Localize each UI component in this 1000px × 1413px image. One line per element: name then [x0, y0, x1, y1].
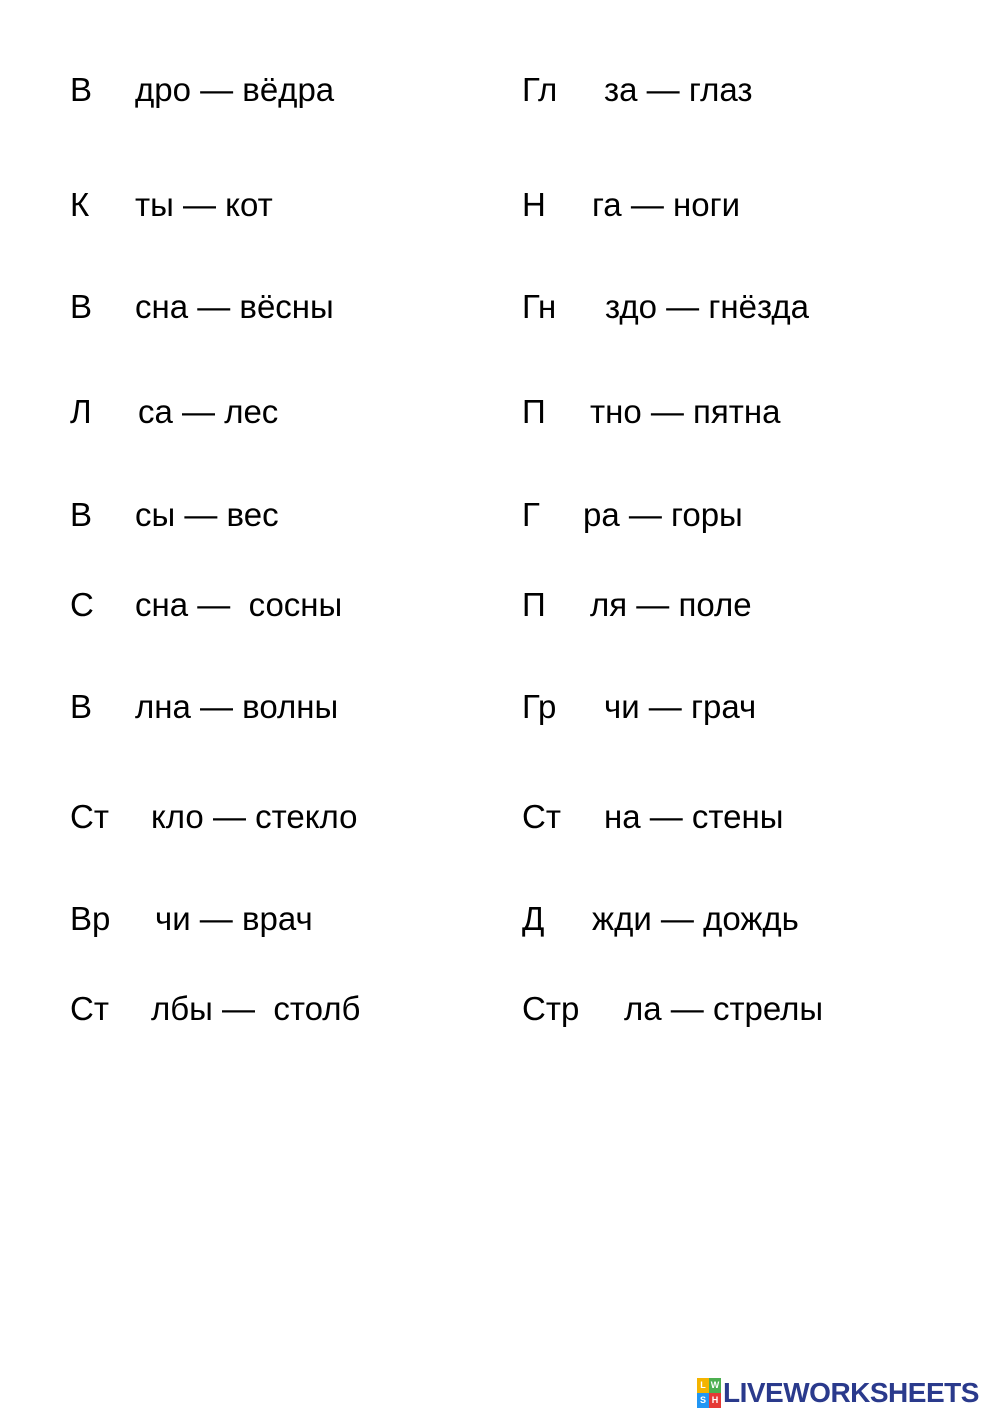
word-item — [522, 390, 922, 434]
blank-input[interactable] — [96, 685, 134, 721]
word-item — [522, 583, 922, 627]
liveworksheets-logo — [697, 1376, 979, 1410]
word-start: Гл — [522, 71, 558, 108]
word-end: тно — пятна — [590, 393, 781, 430]
word-end: чи — врач — [155, 900, 313, 937]
word-item — [70, 897, 450, 941]
word-end: кло — стекло — [151, 798, 358, 835]
word-end: дро — вёдра — [135, 71, 335, 108]
blank-input[interactable] — [564, 685, 604, 721]
word-end: жди — дождь — [592, 900, 799, 937]
word-end: сна — вёсны — [135, 288, 334, 325]
word-item — [522, 493, 922, 537]
logo-letter: L — [697, 1378, 709, 1393]
word-start: Гн — [522, 288, 557, 325]
blank-input[interactable] — [550, 897, 590, 933]
blank-input[interactable] — [96, 183, 134, 219]
word-start: Ст — [70, 798, 109, 835]
blank-input[interactable] — [96, 493, 134, 529]
word-end: сы — вес — [135, 496, 279, 533]
logo-letter: S — [697, 1393, 709, 1408]
word-item — [522, 68, 922, 112]
word-start: Г — [522, 496, 540, 533]
word-item — [522, 897, 922, 941]
word-start: П — [522, 393, 546, 430]
word-start: П — [522, 586, 546, 623]
word-start: Гр — [522, 688, 557, 725]
blank-input[interactable] — [544, 493, 582, 529]
word-end: га — ноги — [592, 186, 741, 223]
blank-input[interactable] — [548, 183, 590, 219]
blank-input[interactable] — [582, 987, 622, 1023]
word-end: лбы — столб — [151, 990, 361, 1027]
word-item — [70, 68, 450, 112]
logo-letter: W — [709, 1378, 721, 1393]
blank-input[interactable] — [96, 285, 134, 321]
word-item — [70, 285, 450, 329]
blank-input[interactable] — [110, 795, 150, 831]
blank-input[interactable] — [562, 68, 602, 104]
word-item — [522, 285, 922, 329]
blank-input[interactable] — [548, 390, 590, 426]
word-start: В — [70, 288, 93, 325]
blank-input[interactable] — [564, 285, 604, 321]
blank-input[interactable] — [110, 987, 150, 1023]
blank-input[interactable] — [96, 390, 138, 426]
word-start: Стр — [522, 990, 580, 1027]
word-end: ра — горы — [583, 496, 743, 533]
word-start: Л — [70, 393, 92, 430]
word-end: лна — волны — [135, 688, 339, 725]
word-start: С — [70, 586, 94, 623]
logo-letter: H — [709, 1393, 721, 1408]
word-end: здо — гнёзда — [605, 288, 809, 325]
word-item — [70, 583, 450, 627]
word-start: В — [70, 71, 93, 108]
blank-input[interactable] — [114, 897, 154, 933]
word-item — [70, 795, 450, 839]
word-end: ты — кот — [135, 186, 273, 223]
blank-input[interactable] — [96, 583, 134, 619]
word-end: на — стены — [604, 798, 784, 835]
word-item — [522, 795, 922, 839]
word-end: за — глаз — [604, 71, 753, 108]
word-start: К — [70, 186, 90, 223]
blank-input[interactable] — [548, 583, 590, 619]
word-item — [522, 685, 922, 729]
blank-input[interactable] — [562, 795, 602, 831]
word-end: ля — поле — [590, 586, 752, 623]
word-start: Ст — [522, 798, 561, 835]
word-start: Н — [522, 186, 546, 223]
brand-name: LIVEWORKSHEETS — [723, 1377, 979, 1408]
word-start: Вр — [70, 900, 111, 937]
word-end: са — лес — [138, 393, 279, 430]
word-item — [70, 685, 450, 729]
word-end: сна — сосны — [135, 586, 343, 623]
word-item — [522, 987, 922, 1031]
word-start: В — [70, 688, 93, 725]
word-item — [522, 183, 922, 227]
word-end: чи — грач — [604, 688, 757, 725]
word-start: Д — [522, 900, 545, 937]
word-end: ла — стрелы — [624, 990, 824, 1027]
word-start: В — [70, 496, 93, 533]
word-item — [70, 493, 450, 537]
word-item — [70, 183, 450, 227]
word-start: Ст — [70, 990, 109, 1027]
logo-icon — [697, 1378, 721, 1408]
word-item — [70, 987, 450, 1031]
word-item — [70, 390, 450, 434]
